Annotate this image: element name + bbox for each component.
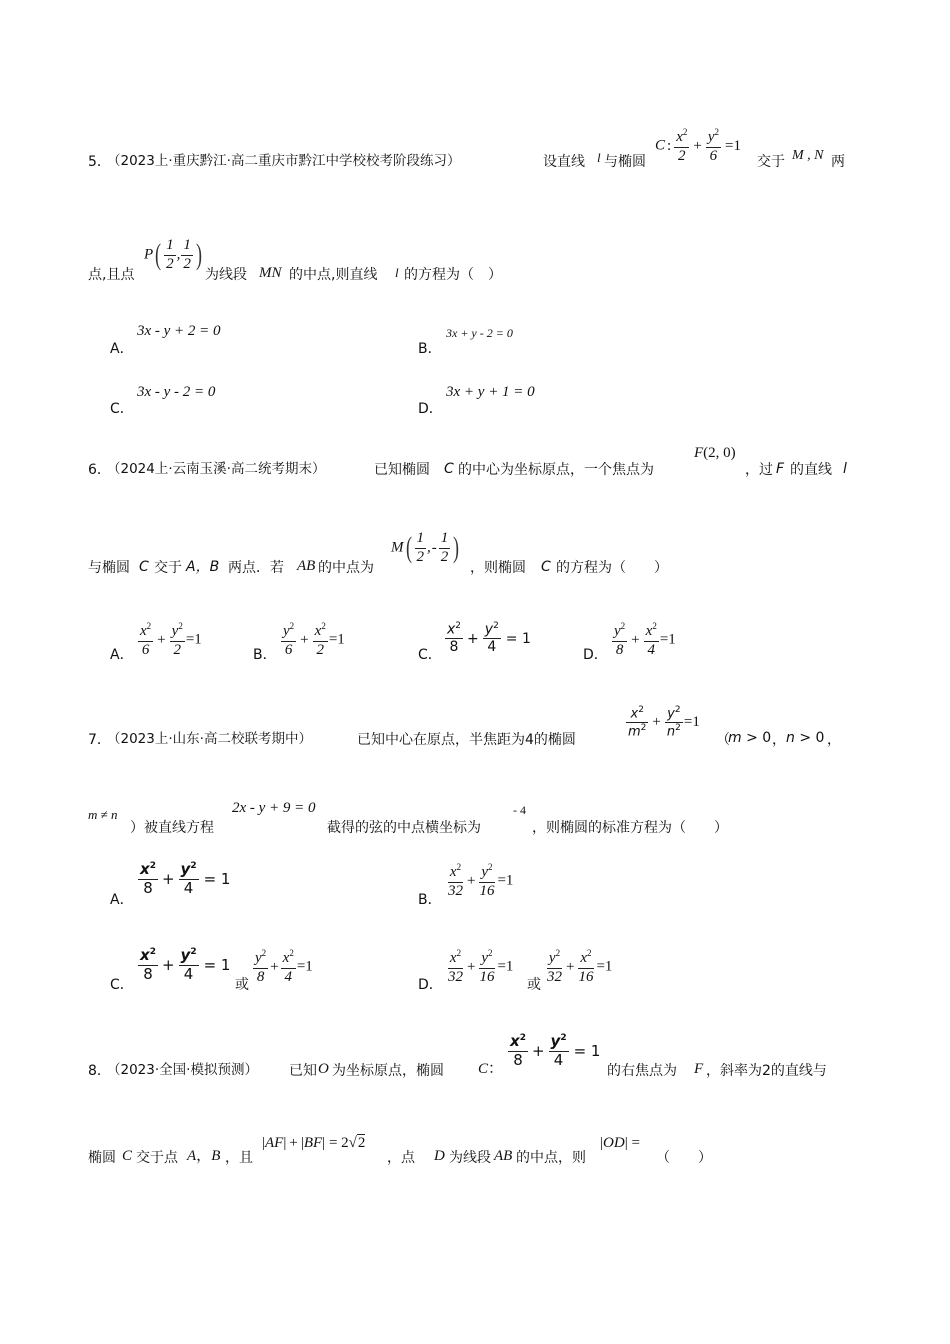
q6-midpoint-m: M( $\frac{1}{2}$ ,- $\frac{1}{2}$ ) [391,530,460,565]
q5-stem-1: 设直线 [543,154,585,170]
q6-ellipse-c: C [444,461,454,477]
q8-stem-10: 的中点，则 [516,1150,586,1166]
q8-ellipse-c: C： [478,1061,504,1077]
q7-stem-1: 已知中心在原点，半焦距为4的椭圆 [357,732,576,748]
q5-line-l-2: l [395,265,399,280]
q6-stem-9: ，则椭圆 [470,560,526,576]
q6-stem-5: 与椭圆 [88,560,130,576]
q8-focus-f: F [694,1061,704,1077]
q8-stem-7: ，且 [225,1150,253,1166]
q6-line-l: l [843,461,847,477]
q7-stem-3: ， [772,732,786,748]
q5-stem-8: 的方程为（ ） [404,267,502,283]
q7-stem-7: ，则椭圆的标准方程为（ ） [532,820,728,836]
q8-segment-ab: AB [494,1148,513,1164]
q8-stem-3: 的右焦点为 [607,1063,677,1079]
q7-number: 7． [88,732,111,748]
q7-option-c-label[interactable]: C． [110,977,134,993]
q7-cond-n: n > 0 [786,730,825,746]
q8-stem-4: ，斜率为2的直线与 [706,1063,827,1079]
q7-option-c[interactable]: $\frac{x^2}{8}$ + $\frac{y^2}{4}$ = 1 [140,946,231,983]
q6-points-ab: A，B [186,559,220,575]
q5-option-b[interactable]: 3x + y - 2 = 0 [446,326,513,340]
q6-option-d-label[interactable]: D． [583,647,608,663]
q7-option-a-label[interactable]: A． [110,892,134,908]
q5-stem-4: 两 [831,154,845,170]
q6-option-b-label[interactable]: B． [253,647,277,663]
q7-option-a[interactable]: $\frac{x^2}{8}$ + $\frac{y^2}{4}$ = 1 [140,860,231,897]
q5-stem-3: 交于 [757,154,785,170]
q6-ellipse-c-2: C [139,559,149,575]
q7-source: （2023上·山东·高二校联考期中） [107,731,312,747]
q7-cond-m: m > 0 [728,730,772,746]
q5-stem-6: 为线段 [205,267,247,283]
q5-option-c-label[interactable]: C． [110,401,134,417]
q7-option-d-alt[interactable]: $\frac{y^2}{32}$ + $\frac{x^2}{16}$ =1 [547,948,613,985]
q6-option-a-label[interactable]: A． [110,647,134,663]
q5-stem-5: 点,且点 [88,267,135,283]
q6-stem-1: 已知椭圆 [374,462,430,478]
q5-point-p: P( $\frac{1}{2}$ , $\frac{1}{2}$ ) [144,237,202,272]
q8-stem-11: （ ） [656,1150,712,1166]
q8-number: 8． [88,1063,111,1079]
q5-segment-mn: MN [259,265,282,281]
q8-origin-o: O [318,1061,329,1077]
q7-option-d-label[interactable]: D． [418,977,443,993]
q8-source: （2023·全国·模拟预测） [107,1062,258,1078]
q5-stem-7: 的中点,则直线 [289,267,378,283]
q8-stem-8: ，点 [387,1150,415,1166]
q6-stem-10: 的方程为（ ） [556,560,668,576]
q7-stem-5: ）被直线方程 [130,820,214,836]
q6-f: F [776,461,785,477]
q7-option-b[interactable]: $\frac{x^2}{32}$ + $\frac{y^2}{16}$ =1 [448,862,514,899]
q5-points-mn: M , N [792,148,824,163]
q6-option-d[interactable]: $\frac{y^2}{8}$ + $\frac{x^2}{4}$ =1 [614,621,676,658]
q5-option-a-label[interactable]: A． [110,341,134,357]
q6-option-c[interactable]: $\frac{x^2}{8}$ + $\frac{y^2}{4}$ = 1 [447,621,531,656]
q6-segment-ab: AB [297,558,316,574]
q7-ellipse-equation: $\frac{x^2}{m^2}$ + $\frac{y^2}{n^2}$ =1 [628,705,700,740]
q5-option-c[interactable]: 3x - y - 2 = 0 [137,384,216,400]
q6-option-a[interactable]: $\frac{x^2}{6}$ + $\frac{y^2}{2}$ =1 [140,621,202,658]
q6-focus-f: F(2, 0) [694,445,736,461]
q8-stem-1: 已知 [289,1063,317,1079]
q8-ellipse-c-2: C [122,1148,133,1164]
q6-number: 6． [88,462,111,478]
q8-stem-6: 交于点 [136,1150,178,1166]
q6-stem-6: 交于 [154,560,182,576]
q5-line-l: l [597,150,601,165]
q8-stem-2: 为坐标原点，椭圆 [332,1063,444,1079]
q5-source: （2023上·重庆黔江·高二重庆市黔江中学校校考阶段练习） [107,153,461,169]
q7-mid-x: - 4 [513,803,526,817]
q8-points-ab: A，B [187,1148,221,1164]
q7-option-c-alt[interactable]: $\frac{y^2}{8}$ + $\frac{x^2}{4}$ =1 [255,948,313,985]
q7-option-c-or: 或 [235,977,249,993]
q5-ellipse-equation: C : $\frac{x^2}{2}$ + $\frac{y^2}{6}$ =1 [655,127,741,164]
q5-option-b-label[interactable]: B． [418,341,442,357]
q7-line-equation: 2x - y + 9 = 0 [232,800,316,816]
q7-stem-2: （ [716,732,730,748]
q5-number: 5． [88,154,111,170]
q6-stem-3: ，过 [745,462,773,478]
q6-source: （2024上·云南玉溪·高二统考期末） [107,461,326,477]
q8-od: |OD| = [600,1135,640,1151]
q8-ellipse-equation: $\frac{x^2}{8}$ + $\frac{y^2}{4}$ = 1 [510,1032,601,1069]
q5-option-d[interactable]: 3x + y + 1 = 0 [446,384,535,400]
q5-stem-2: 与椭圆 [604,154,646,170]
q7-option-d[interactable]: $\frac{x^2}{32}$ + $\frac{y^2}{16}$ =1 [448,948,514,985]
q6-option-c-label[interactable]: C． [418,647,442,663]
q8-stem-9: 为线段 [449,1150,491,1166]
q8-point-d: D [434,1148,445,1164]
q7-stem-6: 截得的弦的中点横坐标为 [327,820,481,836]
q5-option-d-label[interactable]: D． [418,401,443,417]
q7-option-b-label[interactable]: B． [418,892,442,908]
q6-option-b[interactable]: $\frac{y^2}{6}$ + $\frac{x^2}{2}$ =1 [283,621,345,658]
q6-stem-4: 的直线 [790,462,832,478]
q6-ellipse-c-3: C [541,559,551,575]
q7-option-d-or: 或 [527,977,541,993]
q7-cond-m-neq-n: m ≠ n [88,807,118,822]
q6-stem-2: 的中心为坐标原点，一个焦点为 [458,462,654,478]
q8-sum-distances: |AF| + |BF| = 2√2 [262,1135,366,1151]
q7-stem-4: ， [827,732,841,748]
q6-stem-7: 两点．若 [228,560,284,576]
q8-stem-5: 椭圆 [88,1150,116,1166]
q5-option-a[interactable]: 3x - y + 2 = 0 [137,323,221,339]
q6-stem-8: 的中点为 [318,560,374,576]
